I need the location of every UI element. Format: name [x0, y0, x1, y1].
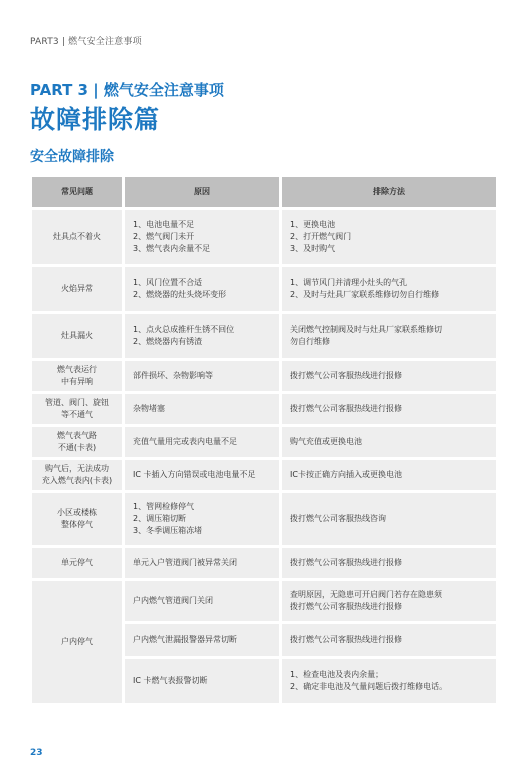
- cell-line: 户内燃气泄漏报警器异常切断: [133, 635, 237, 644]
- cell-line: 2、调压箱切断: [133, 514, 187, 523]
- cell-line: 拨打燃气公司客服热线进行报修: [290, 371, 402, 380]
- cell-line: 3、燃气表内余量不足: [133, 244, 211, 253]
- cell-line: 1、电池电量不足: [133, 220, 195, 229]
- cell-line: 燃气表运行: [57, 365, 97, 374]
- solution-cell: [282, 361, 496, 391]
- table-row: [32, 427, 496, 457]
- problem-cell: [32, 581, 122, 703]
- cell-line: 1、更换电池: [290, 220, 336, 229]
- table-row: [32, 548, 496, 578]
- cause-cell: [125, 624, 279, 656]
- cell-line: 2、燃烧器内有锈渣: [133, 337, 203, 346]
- solution-cell: [282, 314, 496, 358]
- cause-cell: [125, 394, 279, 424]
- cell-line: 拨打燃气公司客服热线进行报修: [290, 602, 402, 611]
- problem-cell: [32, 460, 122, 490]
- cause-cell: [125, 427, 279, 457]
- header-solution: 排除方法: [282, 177, 496, 207]
- cell-line: 灶具漏火: [61, 331, 93, 340]
- cell-line: IC卡按正确方向插入或更换电池: [290, 470, 402, 479]
- cell-line: 勿自行维修: [290, 337, 330, 346]
- cell-line: 查明原因，无隐患可开启阀门若存在隐患须: [290, 590, 442, 599]
- solution-cell: [282, 624, 496, 656]
- table-row: [32, 267, 496, 311]
- solution-cell: [282, 394, 496, 424]
- problem-cell: [32, 548, 122, 578]
- table-row: [32, 314, 496, 358]
- page-title: 故障排除篇: [30, 105, 161, 134]
- cell-line: 中有异响: [61, 377, 93, 386]
- cell-line: 整体停气: [61, 520, 93, 529]
- cell-line: 2、燃气阀门未开: [133, 232, 195, 241]
- cell-line: 拨打燃气公司客服热线进行报修: [290, 558, 402, 567]
- table-row: [32, 361, 496, 391]
- solution-cell: [282, 548, 496, 578]
- running-header: PART3 | 燃气安全注意事项: [30, 37, 142, 47]
- cell-line: 3、及时购气: [290, 244, 336, 253]
- cell-line: 单元停气: [61, 558, 93, 567]
- cell-line: 户内燃气管道阀门关闭: [133, 596, 213, 605]
- problem-cell: [32, 394, 122, 424]
- table-row: [32, 460, 496, 490]
- cause-cell: [125, 314, 279, 358]
- cell-line: 3、冬季调压箱冻堵: [133, 526, 203, 535]
- header-problem: 常见问题: [32, 177, 122, 207]
- cell-line: 部件损坏、杂物影响等: [133, 371, 213, 380]
- cause-cell: [125, 659, 279, 703]
- cell-line: 2、及时与灶具厂家联系维修切勿自行维修: [290, 290, 440, 299]
- table-row: [32, 394, 496, 424]
- cause-cell: [125, 361, 279, 391]
- solution-cell: [282, 210, 496, 264]
- cause-cell: [125, 581, 279, 621]
- solution-cell: [282, 267, 496, 311]
- cell-line: 1、管网检修停气: [133, 502, 195, 511]
- solution-cell: [282, 581, 496, 621]
- cell-line: 燃气表气路: [57, 431, 97, 440]
- problem-cell: [32, 314, 122, 358]
- cause-cell: [125, 267, 279, 311]
- cell-line: 关闭燃气控制阀及时与灶具厂家联系维修切: [290, 325, 442, 334]
- cell-line: 火焰异常: [61, 284, 93, 293]
- cell-line: 单元入户管道阀门被异常关闭: [133, 558, 237, 567]
- solution-cell: [282, 659, 496, 703]
- page-number: 23: [30, 748, 43, 758]
- cell-line: 拨打燃气公司客服热线咨询: [290, 514, 386, 523]
- cell-line: 等不通气: [61, 410, 93, 419]
- cause-cell: [125, 493, 279, 545]
- cell-line: 2、燃烧器的灶头烧坏变形: [133, 290, 227, 299]
- cell-line: 管道、阀门、旋钮: [45, 398, 109, 407]
- cell-line: 购气后，无法成功: [45, 464, 109, 473]
- problem-cell: [32, 493, 122, 545]
- problem-cell: [32, 427, 122, 457]
- cell-line: 2、确定非电池及气量问题后拨打维修电话。: [290, 682, 448, 691]
- part-title: PART 3 | 燃气安全注意事项: [30, 81, 224, 99]
- cell-line: 购气充值或更换电池: [290, 437, 362, 446]
- table-row: [32, 493, 496, 545]
- cell-line: 拨打燃气公司客服热线进行报修: [290, 404, 402, 413]
- cause-cell: [125, 548, 279, 578]
- solution-cell: [282, 493, 496, 545]
- cell-line: 1、风门位置不合适: [133, 278, 203, 287]
- table-row: [32, 210, 496, 264]
- cell-line: 灶具点不着火: [53, 232, 101, 241]
- table-row: [32, 581, 496, 621]
- table-header-row: [32, 177, 496, 207]
- problem-cell: [32, 267, 122, 311]
- section-title: 安全故障排除: [30, 149, 114, 165]
- problem-cell: [32, 210, 122, 264]
- cell-line: 1、检查电池及表内余量；: [290, 670, 384, 679]
- cell-line: 充值气量用完或表内电量不足: [133, 437, 237, 446]
- solution-cell: [282, 427, 496, 457]
- cell-line: IC 卡燃气表报警切断: [133, 676, 208, 685]
- cell-line: 户内停气: [61, 637, 93, 646]
- cell-line: 小区或楼栋: [57, 508, 97, 517]
- cell-line: 杂物堵塞: [133, 404, 165, 413]
- troubleshooting-table: [29, 174, 499, 706]
- cell-line: 充入燃气表内(卡表): [41, 476, 113, 485]
- cause-cell: [125, 460, 279, 490]
- solution-cell: [282, 460, 496, 490]
- cause-cell: [125, 210, 279, 264]
- cell-line: 1、调节风门并清理小灶头的气孔: [290, 278, 408, 287]
- header-cause: 原因: [125, 177, 279, 207]
- cell-line: 不通(卡表): [57, 443, 97, 452]
- problem-cell: [32, 361, 122, 391]
- cell-line: IC 卡插入方向错误或电池电量不足: [133, 470, 256, 479]
- cell-line: 拨打燃气公司客服热线进行报修: [290, 635, 402, 644]
- cell-line: 2、打开燃气阀门: [290, 232, 352, 241]
- cell-line: 1、点火总成推杆生锈不回位: [133, 325, 235, 334]
